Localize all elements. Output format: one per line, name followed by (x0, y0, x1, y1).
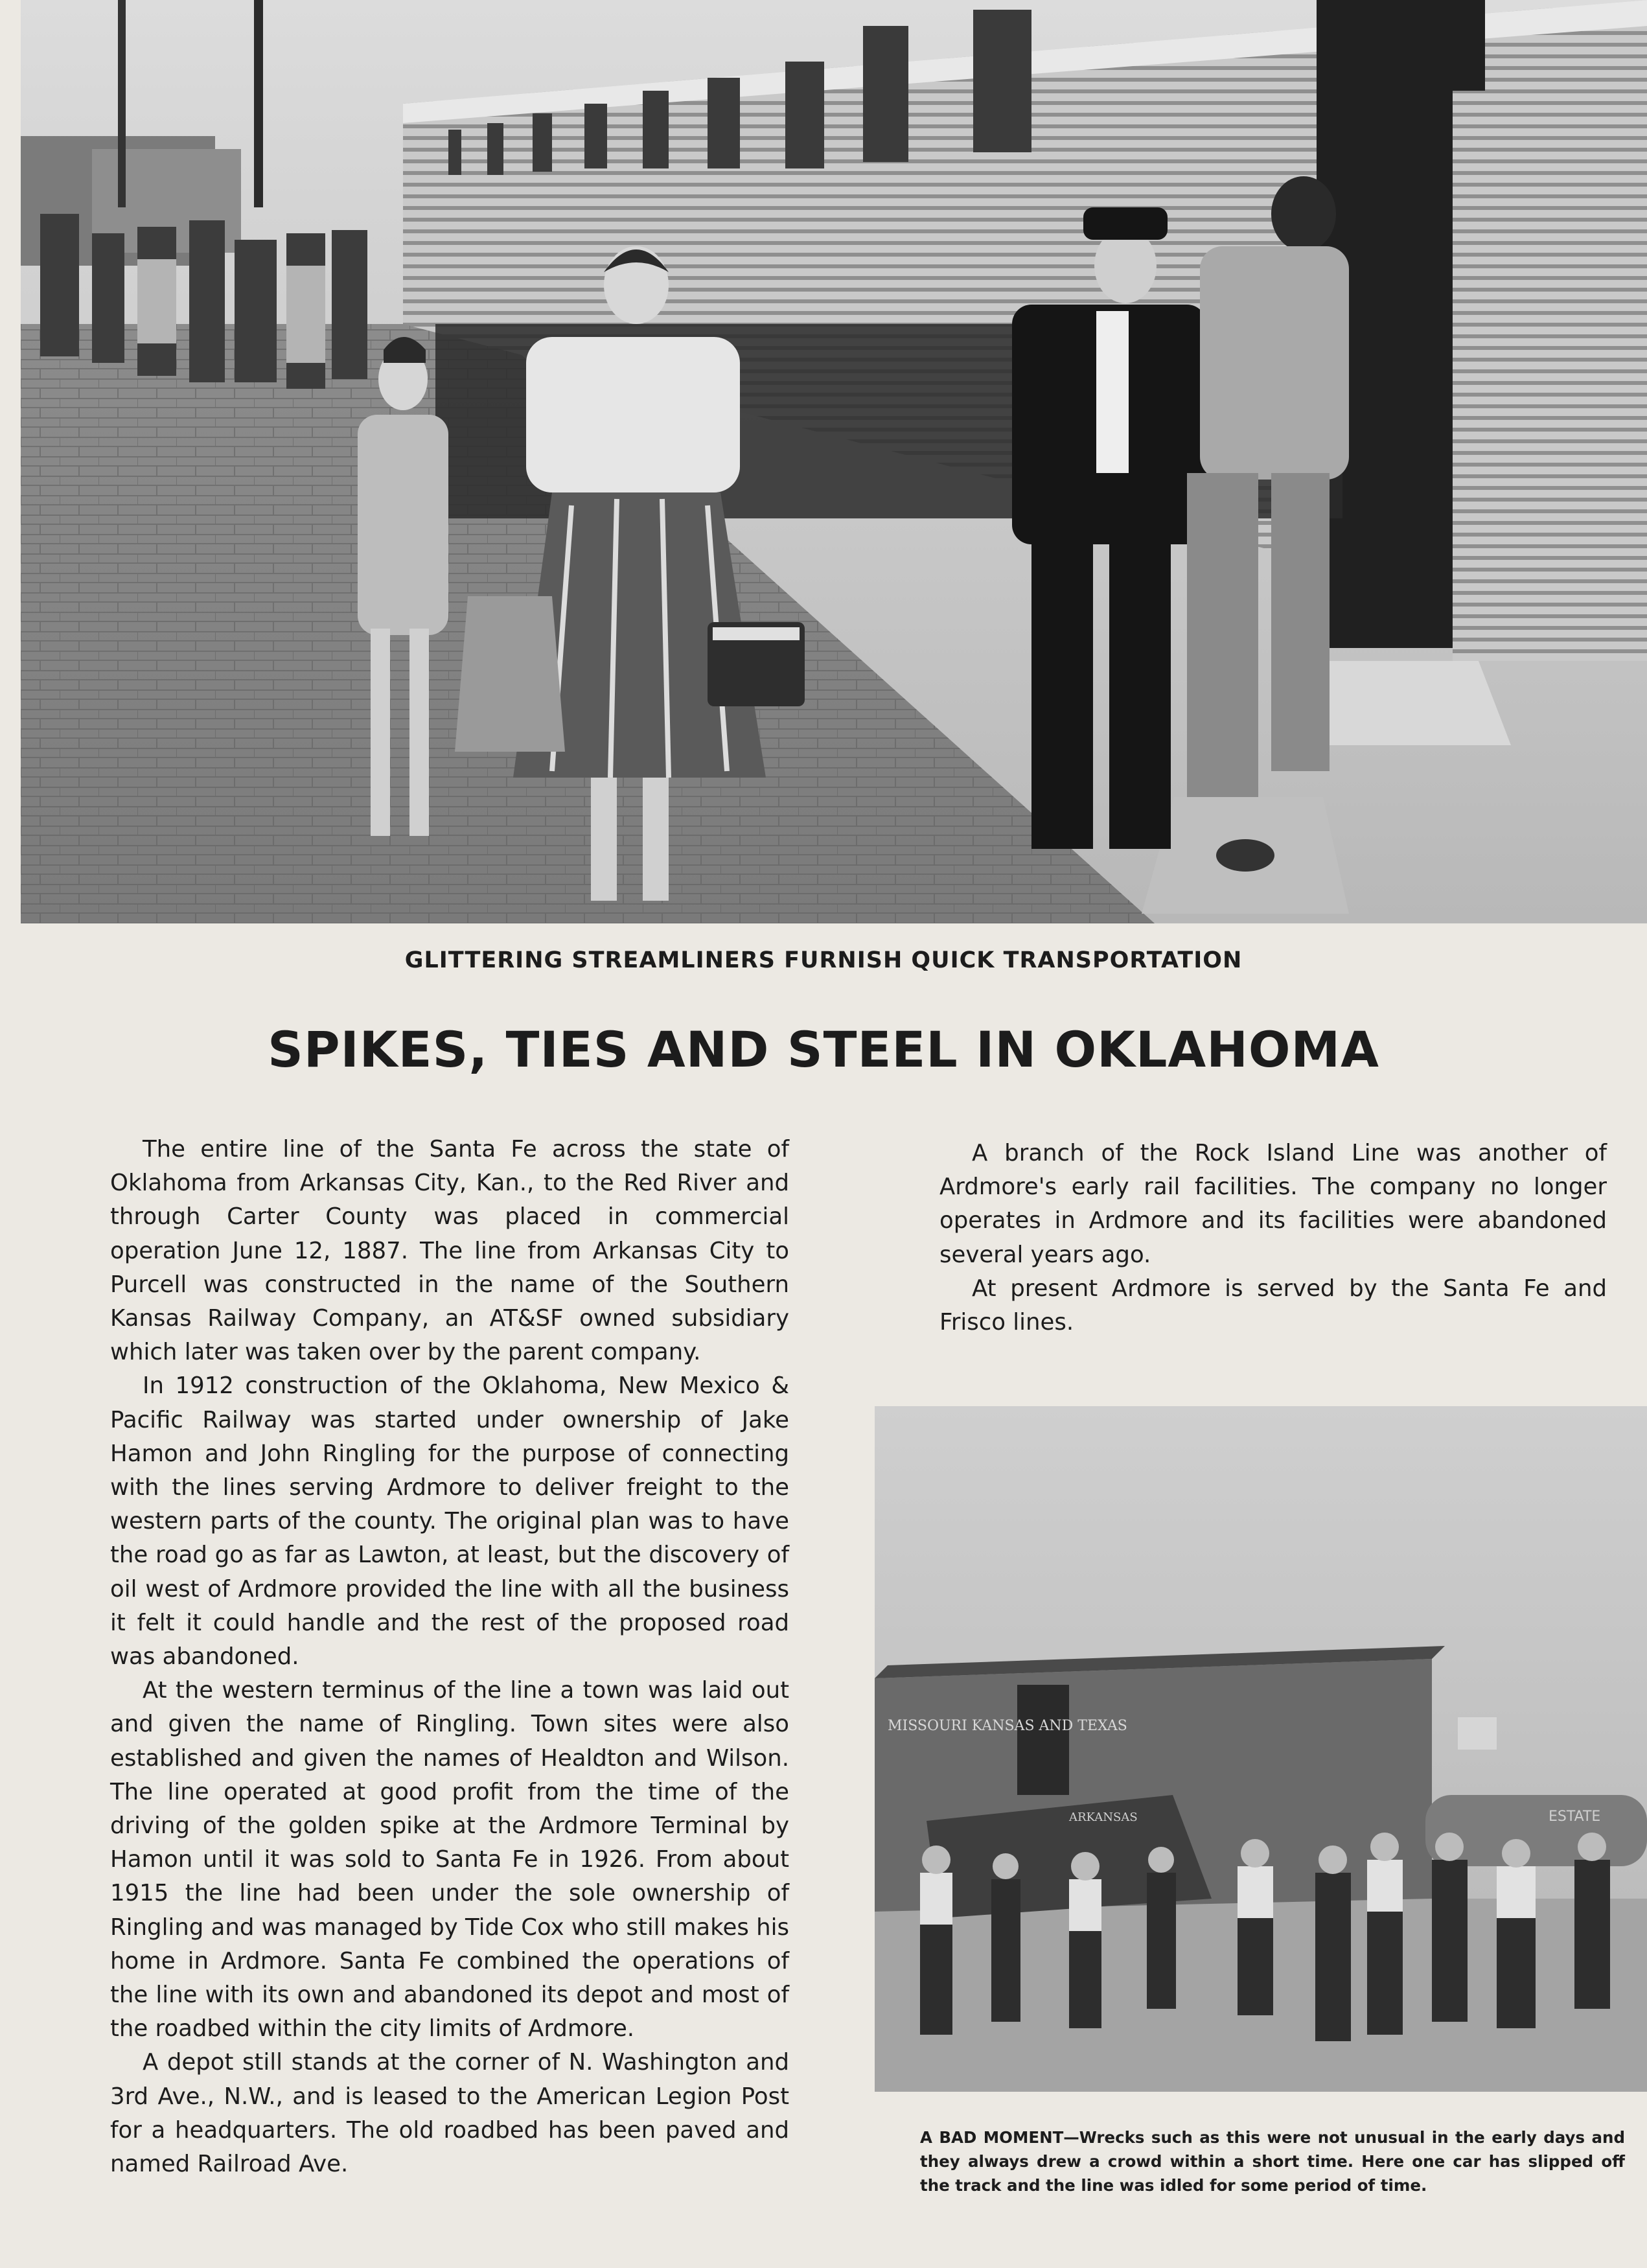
boxcar-lettering: MISSOURI KANSAS AND TEXAS (888, 1718, 1127, 1734)
wreck-photo (875, 1406, 1647, 2092)
article-headline: SPIKES, TIES AND STEEL IN OKLAHOMA (268, 1021, 1379, 1078)
paragraph: In 1912 construction of the Oklahoma, New Mexico & Pacific Railway was started under ownership of Jake Hamon and John Ringling for the purpose of connecting with the lines serving Ardmore to deliver freight to the western parts of the county. The original plan was to have the road go as far as Lawton, at least, but the discovery of oil west of Ardmore provided the line with all the business it felt it could handle and the rest of the proposed road was abandoned. (110, 1372, 789, 1671)
right-text-column (939, 1137, 1607, 1339)
left-text-column (110, 1133, 789, 2181)
second-car-lettering: ARKANSAS (1069, 1811, 1138, 1824)
paragraph: A depot still stands at the corner of N. Washington and 3rd Ave., N.W., and is leased to the American Legion Post for a headquarters. The old roadbed has been paved and named Railroad Ave. (110, 2049, 789, 2178)
top-photo-caption: GLITTERING STREAMLINERS FURNISH QUICK TRANSPORTATION (404, 947, 1243, 973)
bottom-photo-caption: A BAD MOMENT—Wrecks such as this were not unusual in the early days and they always drew a crowd within a short time. Here one car has slipped off the track and the line was idled for some period of time. (920, 2128, 1625, 2195)
paragraph: At the western terminus of the line a town was laid out and given the name of Ringling. Town sites were also established and given the names of Healdton and Wilson. The line operated at good profit from the time of the driving of the golden spike at the Ardmore Terminal by Hamon until it was sold to Santa Fe in 1926. From about 1915 the line had been under the sole ownership of Ringling and was managed by Tide Cox who still makes his home in Ardmore. Santa Fe combined the operations of the line with its own and abandoned its depot and most of the roadbed within the city limits of Ardmore. (110, 1677, 789, 2042)
paragraph: At present Ardmore is served by the Santa Fe and Frisco lines. (939, 1275, 1607, 1336)
tank-lettering: ESTATE (1549, 1809, 1601, 1825)
streamliner-photo (21, 0, 1647, 923)
paragraph: The entire line of the Santa Fe across the state of Oklahoma from Arkansas City, Kan., to the Red River and through Carter County was placed in commercial operation June 12, 1887. The line from Arkansas City to Purcell was constructed in the name of the Southern Kansas Railway Company, an AT&SF owned subsidiary which later was taken over by the parent company. (110, 1136, 789, 1366)
paragraph: A branch of the Rock Island Line was another of Ardmore's early rail facilities. The company no longer operates in Ardmore and its facilities were abandoned several years ago. (939, 1140, 1607, 1268)
